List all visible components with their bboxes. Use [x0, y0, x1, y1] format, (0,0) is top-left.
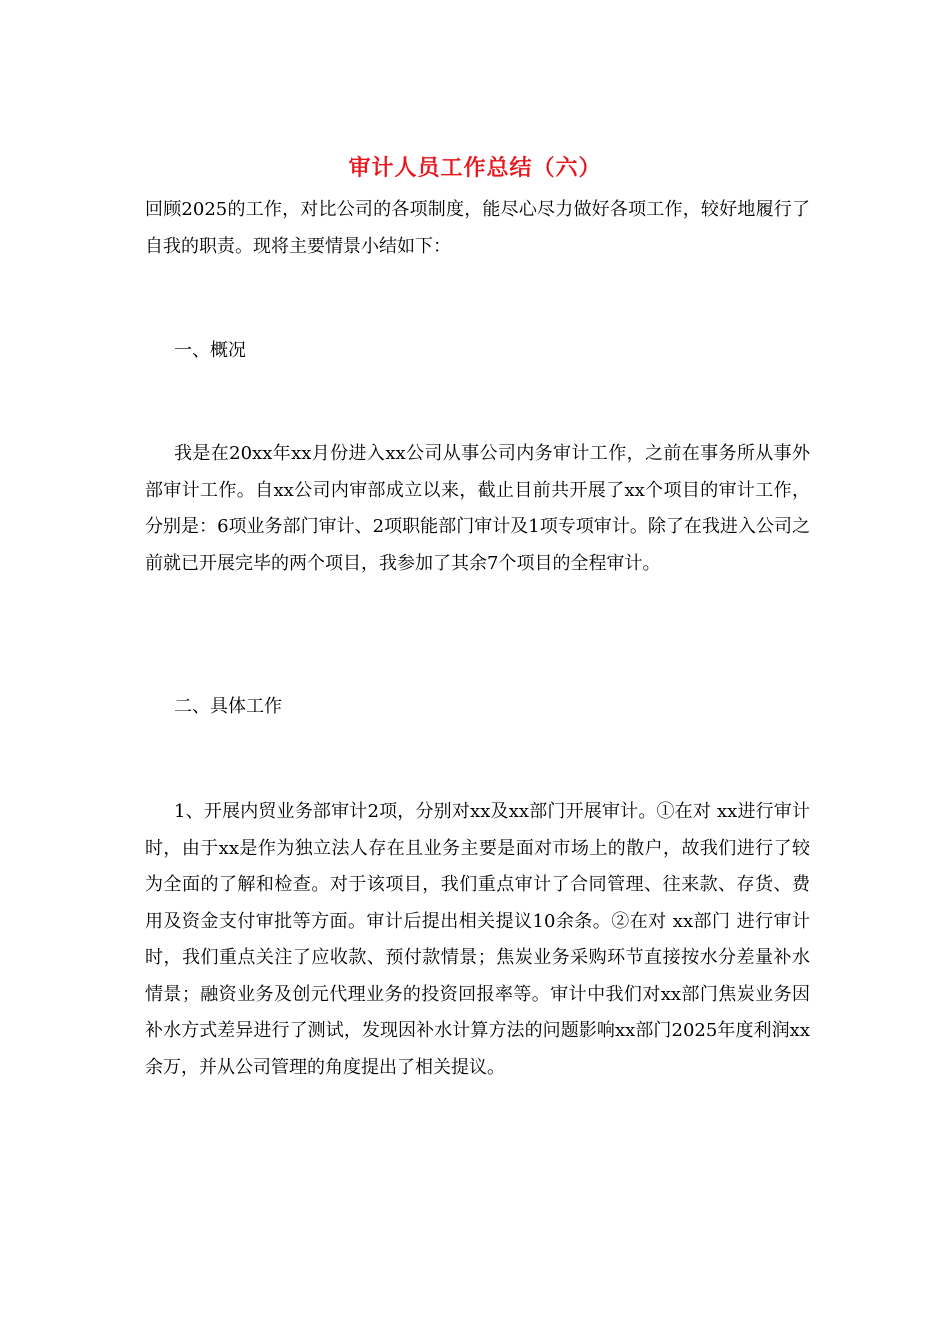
intro-paragraph: 回顾2025的工作，对比公司的各项制度，能尽心尽力做好各项工作，较好地履行了自我的职责。现将主要情景小结如下：	[145, 199, 810, 257]
section-heading-specific-work: 二、具体工作	[174, 696, 282, 717]
section-heading-overview: 一、概况	[174, 340, 246, 361]
overview-paragraph: 我是在20xx年xx月份进入xx公司从事公司内务审计工作，之前在事务所从事外部审计工作。自xx公司内审部成立以来，截止目前共开展了xx个项目的审计工作，分别是：6项业务部门审计、2项职能部门审计及1项专项审计。除了在我进入公司之前就已开展完毕的两个项目，我参加了其余7个项目的全程审计。	[145, 443, 810, 574]
specific-work-paragraph: 1、开展内贸业务部审计2项，分别对xx及xx部门开展审计。①在对 xx进行审计时，由于xx是作为独立法人存在且业务主要是面对市场上的散户，故我们进行了较为全面的了解和检查。对于该项目，我们重点审计了合同管理、往来款、存货、费用及资金支付审批等方面。审计后提出相关提议10余条。②在对 xx部门 进行审计时，我们重点关注了应收款、预付款情景；焦炭业务采购环节直接按水分差量补水情景；融资业务及创元代理业务的投资回报率等。审计中我们对xx部门焦炭业务因补水方式差异进行了测试，发现因补水计算方法的问题影响xx部门2025年度利润xx余万，并从公司管理的角度提出了相关提议。	[145, 801, 810, 1078]
document-title: 审计人员工作总结（六）	[348, 155, 602, 181]
